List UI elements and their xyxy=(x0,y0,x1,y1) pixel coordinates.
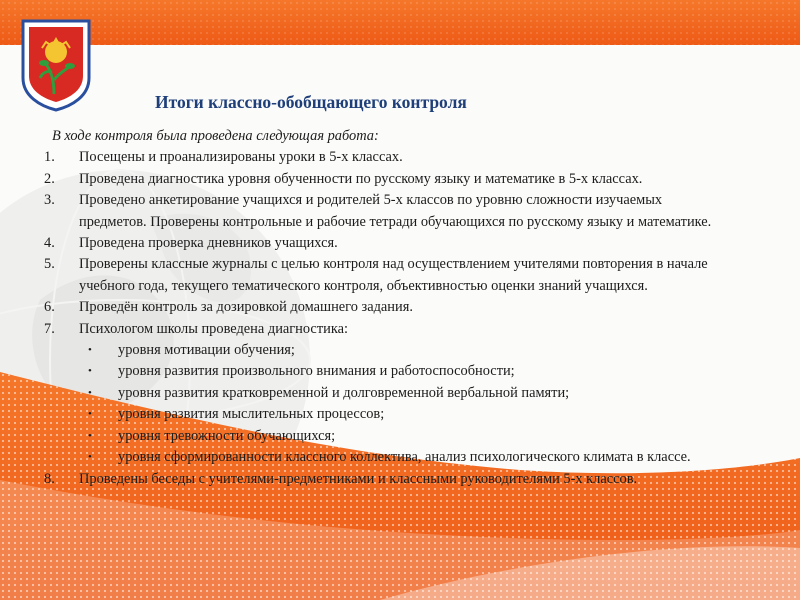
bullet-icon: • xyxy=(88,429,92,442)
list-item-text: Проведена диагностика уровня обученности по русскому языку и математике в 5-х классах. xyxy=(79,170,643,187)
bullet-item xyxy=(79,426,724,447)
numbered-list xyxy=(44,147,724,490)
list-item xyxy=(44,469,724,490)
bullet-icon: • xyxy=(88,408,92,421)
bullet-icon: • xyxy=(88,365,92,378)
list-item-number: 5. xyxy=(44,256,55,273)
bullet-item xyxy=(79,383,724,404)
bullet-icon: • xyxy=(88,344,92,357)
list-item xyxy=(44,254,724,297)
list-item-number: 6. xyxy=(44,299,55,316)
bullet-icon: • xyxy=(88,451,92,464)
list-item xyxy=(44,169,724,190)
bullet-item xyxy=(79,340,724,361)
bullet-item xyxy=(79,404,724,425)
list-item-number: 8. xyxy=(44,470,55,487)
bullet-text: уровня сформированности классного коллектива, анализ психологического климата в классе. xyxy=(118,449,691,466)
list-item-number: 2. xyxy=(44,170,55,187)
list-item xyxy=(44,233,724,254)
list-item-text: Проведена проверка дневников учащихся. xyxy=(79,235,338,252)
bullet-text: уровня развития кратковременной и долговременной вербальной памяти; xyxy=(118,384,570,401)
school-emblem-icon xyxy=(20,18,92,112)
slide-title: Итоги классно-обобщающего контроля xyxy=(155,92,467,112)
bullet-item xyxy=(79,447,724,468)
list-item-text: Психологом школы проведена диагностика: xyxy=(79,320,348,337)
bullet-item xyxy=(79,361,724,382)
bullet-text: уровня мотивации обучения; xyxy=(118,342,295,359)
list-item-text: Проведён контроль за дозировкой домашнего задания. xyxy=(79,299,413,316)
list-item xyxy=(44,319,724,469)
bullet-icon: • xyxy=(88,386,92,399)
slide-content xyxy=(44,126,724,490)
intro-text: В ходе контроля была проведена следующая работа: xyxy=(52,128,379,144)
bullet-text: уровня развития произвольного внимания и работоспособности; xyxy=(118,363,515,380)
list-item-number: 3. xyxy=(44,192,55,209)
list-item xyxy=(44,147,724,168)
list-item xyxy=(44,297,724,318)
list-item-number: 1. xyxy=(44,149,55,166)
bullet-text: уровня тревожности обучающихся; xyxy=(118,427,336,444)
list-item-text: Проведены беседы с учителями-предметниками и классными руководителями 5-х классов. xyxy=(79,470,638,487)
list-item-text: Проведено анкетирование учащихся и родителей 5-х классов по уровню сложности изучаемых предметов. Проверены контрольные и рабочие тетради обучающихся по русскому языку и математике. xyxy=(79,192,712,230)
list-item-text: Проверены классные журналы с целью контроля над осуществлением учителями повторения в начале учебного года, текущего тематического контроля, объективностью оценки знаний учащихся. xyxy=(79,256,708,294)
bullet-list xyxy=(79,340,724,468)
list-item xyxy=(44,190,724,233)
bullet-text: уровня развития мыслительных процессов; xyxy=(118,406,385,423)
list-item-number: 7. xyxy=(44,320,55,337)
list-item-text: Посещены и проанализированы уроки в 5-х классах. xyxy=(79,149,403,166)
list-item-number: 4. xyxy=(44,235,55,252)
